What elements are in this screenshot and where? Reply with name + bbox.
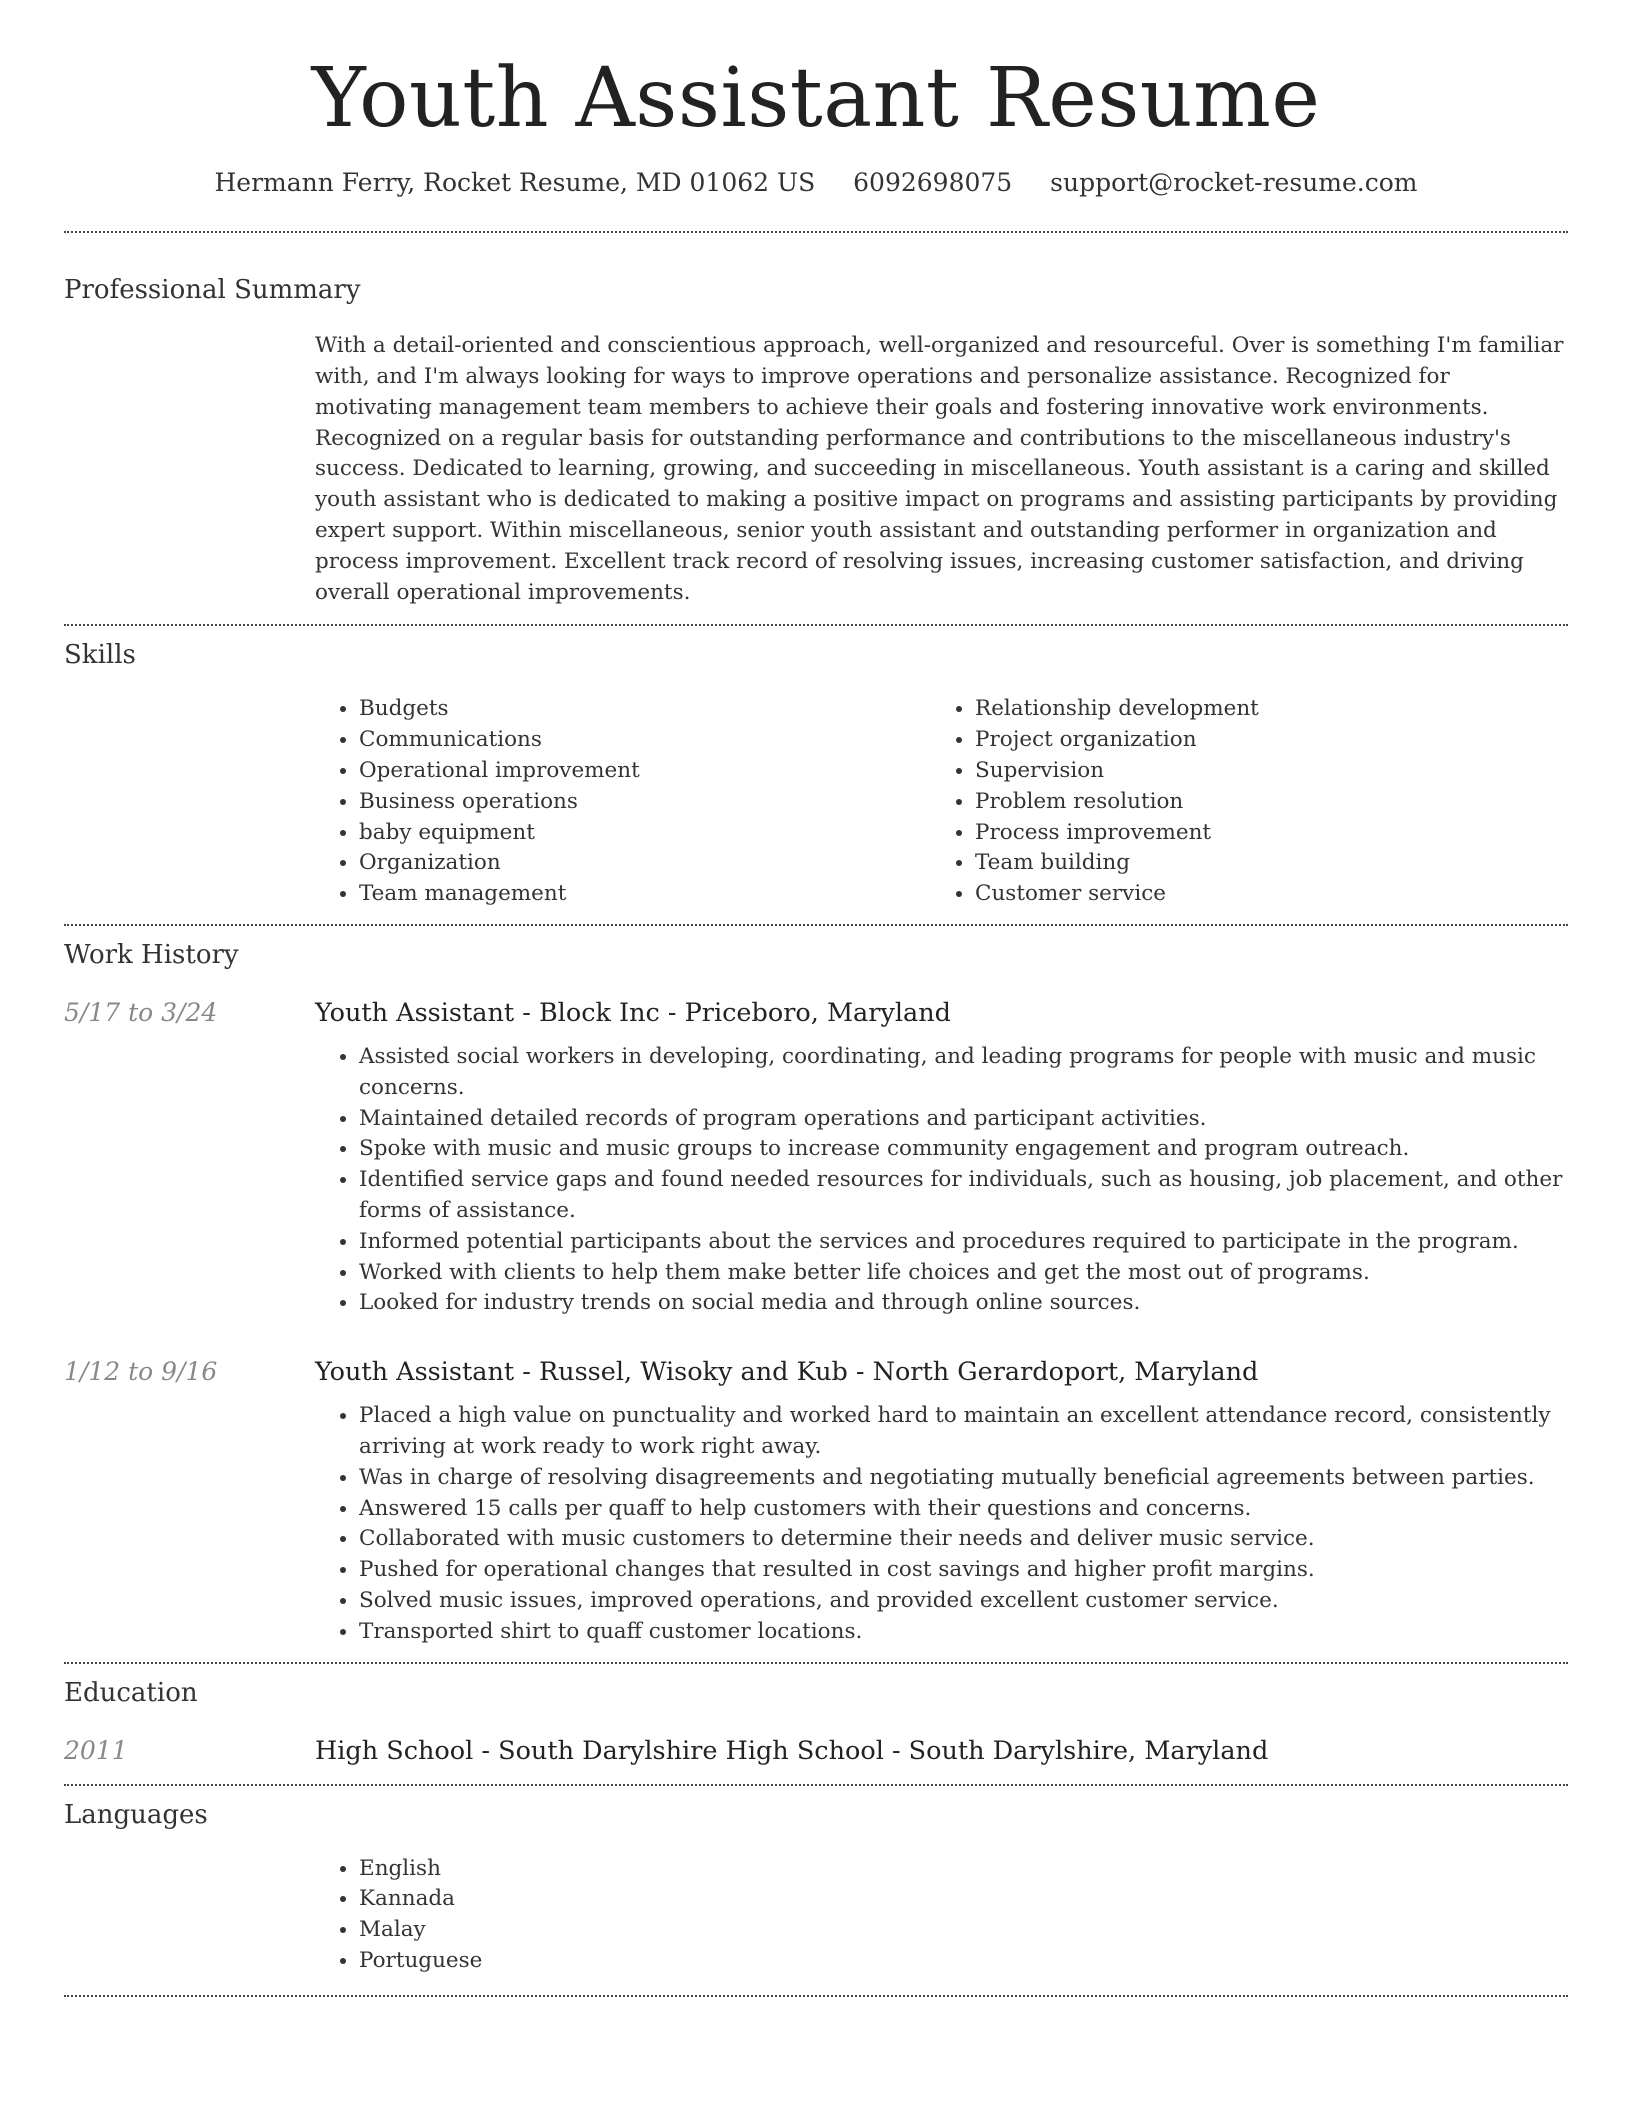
- languages-heading: Languages: [64, 1799, 208, 1830]
- skill-item: • Problem resolution: [975, 787, 1547, 818]
- education-year: 2011: [64, 1735, 128, 1765]
- summary-heading: Professional Summary: [64, 275, 361, 306]
- skill-item: • Team management: [359, 879, 931, 910]
- language-item: • Portuguese: [359, 1946, 1568, 1977]
- duty-item: • Was in charge of resolving disagreements and negotiating mutually beneficial agreements between parties.: [359, 1463, 1568, 1494]
- skills-column-left: [315, 694, 931, 910]
- divider: [64, 1995, 1568, 1997]
- duty-item: • Maintained detailed records of program operations and participant activities.: [359, 1104, 1568, 1135]
- language-item: • Kannada: [359, 1884, 1568, 1915]
- duty-item: • Collaborated with music customers to determine their needs and deliver music service.: [359, 1524, 1568, 1555]
- duty-item: • Transported shirt to quaff customer locations.: [359, 1617, 1568, 1648]
- divider: [64, 231, 1568, 233]
- contact-phone: 6092698075: [853, 168, 1013, 198]
- duty-item: • Assisted social workers in developing, coordinating, and leading programs for people with music and music concerns.: [359, 1042, 1568, 1104]
- skills-list: [315, 694, 1568, 910]
- job-heading: Youth Assistant - Russel, Wisoky and Kub - North Gerardoport, Maryland: [315, 1357, 1259, 1388]
- job-duties: [315, 1042, 1568, 1319]
- duty-item: • Answered 15 calls per quaff to help customers with their questions and concerns.: [359, 1494, 1568, 1525]
- duty-item: • Identified service gaps and found needed resources for individuals, such as housing, job placement, and other forms of assistance.: [359, 1165, 1568, 1227]
- duty-item: • Informed potential participants about the services and procedures required to participate in the program.: [359, 1227, 1568, 1258]
- job-dates: 1/12 to 9/16: [64, 1357, 218, 1387]
- skill-item: • Process improvement: [975, 818, 1547, 849]
- skill-item: • Supervision: [975, 756, 1547, 787]
- education-heading: Education: [64, 1677, 198, 1708]
- skill-item: • Communications: [359, 725, 931, 756]
- education-heading-text: High School - South Darylshire High School - South Darylshire, Maryland: [315, 1735, 1269, 1766]
- contact-address: Hermann Ferry, Rocket Resume, MD 01062 US: [214, 168, 816, 198]
- job-entry: [64, 1357, 1568, 1387]
- divider: [64, 624, 1568, 626]
- skill-item: • Project organization: [975, 725, 1547, 756]
- divider: [64, 1784, 1568, 1786]
- job-heading: Youth Assistant - Block Inc - Priceboro, Maryland: [315, 998, 951, 1029]
- duty-item: • Solved music issues, improved operations, and provided excellent customer service.: [359, 1586, 1568, 1617]
- skills-heading: Skills: [64, 640, 136, 671]
- skill-item: • baby equipment: [359, 818, 931, 849]
- skill-item: • Budgets: [359, 694, 931, 725]
- education-entry: [64, 1736, 1568, 1766]
- duty-item: • Spoke with music and music groups to increase community engagement and program outreach.: [359, 1134, 1568, 1165]
- divider: [64, 924, 1568, 926]
- skills-column-right: [931, 694, 1547, 910]
- divider: [64, 1662, 1568, 1664]
- duty-item: • Looked for industry trends on social media and through online sources.: [359, 1288, 1568, 1319]
- skill-item: • Organization: [359, 848, 931, 879]
- skill-item: • Team building: [975, 848, 1547, 879]
- resume-title: Youth Assistant Resume: [311, 51, 1321, 146]
- skill-item: • Business operations: [359, 787, 931, 818]
- skill-item: • Customer service: [975, 879, 1547, 910]
- skill-item: • Relationship development: [975, 694, 1547, 725]
- job-entry: [64, 998, 1568, 1028]
- languages-list: [315, 1854, 1568, 1977]
- contact-email: support@rocket-resume.com: [1050, 168, 1418, 198]
- job-dates: 5/17 to 3/24: [64, 998, 218, 1028]
- language-item: • Malay: [359, 1915, 1568, 1946]
- job-duties: [315, 1401, 1568, 1647]
- language-item: • English: [359, 1854, 1568, 1885]
- duty-item: • Pushed for operational changes that resulted in cost savings and higher profit margins.: [359, 1555, 1568, 1586]
- duty-item: • Placed a high value on punctuality and worked hard to maintain an excellent attendance record, consistently arriving at work ready to work right away.: [359, 1401, 1568, 1463]
- work-history-heading: Work History: [64, 940, 239, 971]
- skill-item: • Operational improvement: [359, 756, 931, 787]
- summary-text: With a detail-oriented and conscientious approach, well-organized and resourceful. Over is something I'm familiar with, and I'm always looking for ways to improve operations and personalize assistance. Recognized for motivating management team members to achieve their goals and fostering innovative work environments. Recognized on a regular basis for outstanding performance and contributions to the miscellaneous industry's success. Dedicated to learning, growing, and succeeding in miscellaneous. Youth assistant is a caring and skilled youth assistant who is dedicated to making a positive impact on programs and assisting participants by providing expert support. Within miscellaneous, senior youth assistant and outstanding performer in organization and process improvement. Excellent track record of resolving issues, increasing customer satisfaction, and driving overall operational improvements.: [315, 333, 1564, 605]
- contact-line: [64, 168, 1568, 197]
- duty-item: • Worked with clients to help them make better life choices and get the most out of programs.: [359, 1258, 1568, 1289]
